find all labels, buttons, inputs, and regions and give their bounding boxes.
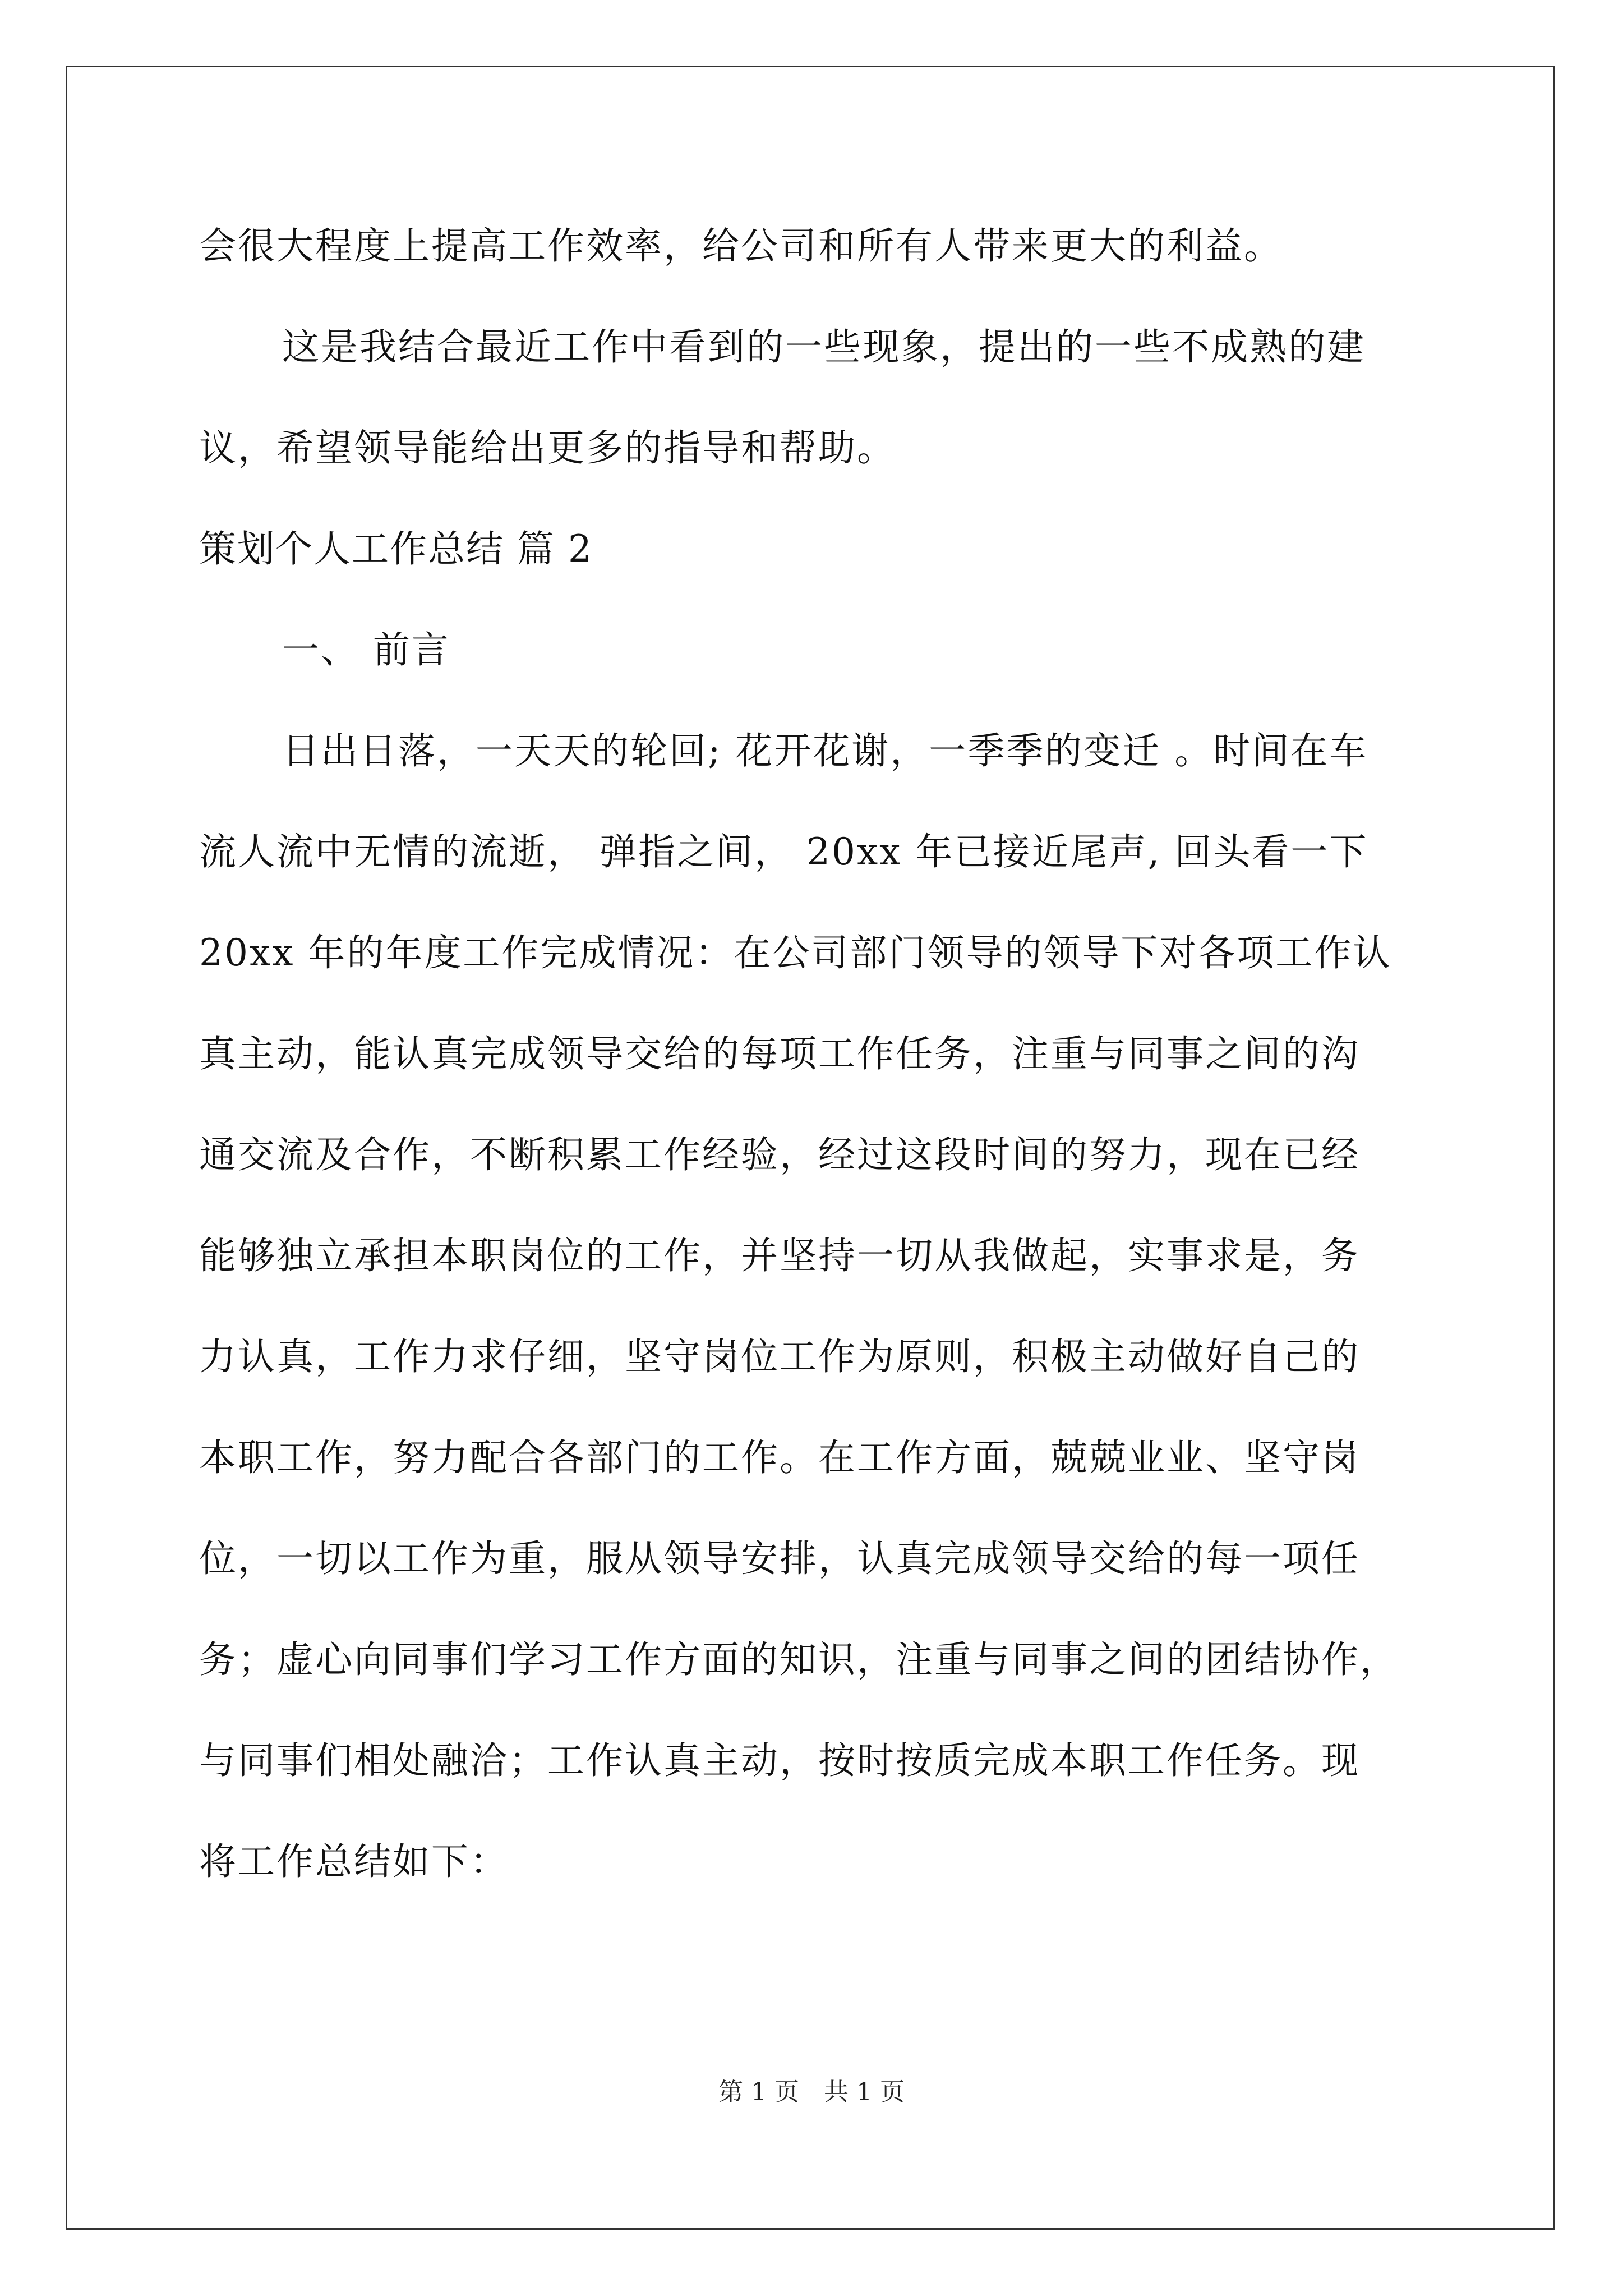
paragraph-line: 与同事们相处融洽；工作认真主动，按时按质完成本职工作任务。现: [199, 1739, 1360, 1782]
page-footer: 第 1 页 共 1 页: [718, 2078, 905, 2106]
paragraph-line: 力认真，工作力求仔细，坚守岗位工作为原则，积极主动做好自己的: [199, 1335, 1360, 1378]
paragraph-line: 本职工作，努力配合各部门的工作。在工作方面，兢兢业业、坚守岗: [199, 1436, 1360, 1479]
paragraph-line: 能够独立承担本职岗位的工作，并坚持一切从我做起，实事求是，务: [199, 1234, 1360, 1277]
document-body: [199, 222, 1433, 1938]
paragraph-line: 这是我结合最近工作中看到的一些现象，提出的一些不成熟的建: [282, 325, 1366, 369]
paragraph-line: 通交流及合作，不断积累工作经验，经过这段时间的努力，现在已经: [199, 1133, 1360, 1176]
paragraph-line: 将工作总结如下：: [199, 1840, 509, 1883]
paragraph-line: 流人流中无情的流逝， 弹指之间， 20xx 年已接近尾声, 回头看一下: [199, 830, 1368, 873]
paragraph-line: 议，希望领导能给出更多的指导和帮助。: [199, 426, 896, 470]
paragraph-line: 真主动，能认真完成领导交给的每项工作任务，注重与同事之间的沟: [199, 1032, 1360, 1075]
paragraph-line: 20xx 年的年度工作完成情况：在公司部门领导的领导下对各项工作认: [199, 931, 1392, 974]
paragraph-line: 会很大程度上提高工作效率，给公司和所有人带来更大的利益。: [199, 224, 1283, 268]
paragraph-line: 日出日落，一天天的轮回; 花开花谢，一季季的变迁 。时间在车: [282, 729, 1368, 772]
paragraph-line: 位，一切以工作为重，服从领导安排，认真完成领导交给的每一项任: [199, 1537, 1360, 1580]
section-title: 策划个人工作总结 篇 2: [199, 527, 593, 570]
subsection-heading: 一、 前言: [282, 628, 450, 671]
paragraph-line: 务；虚心向同事们学习工作方面的知识，注重与同事之间的团结协作，: [199, 1638, 1399, 1681]
